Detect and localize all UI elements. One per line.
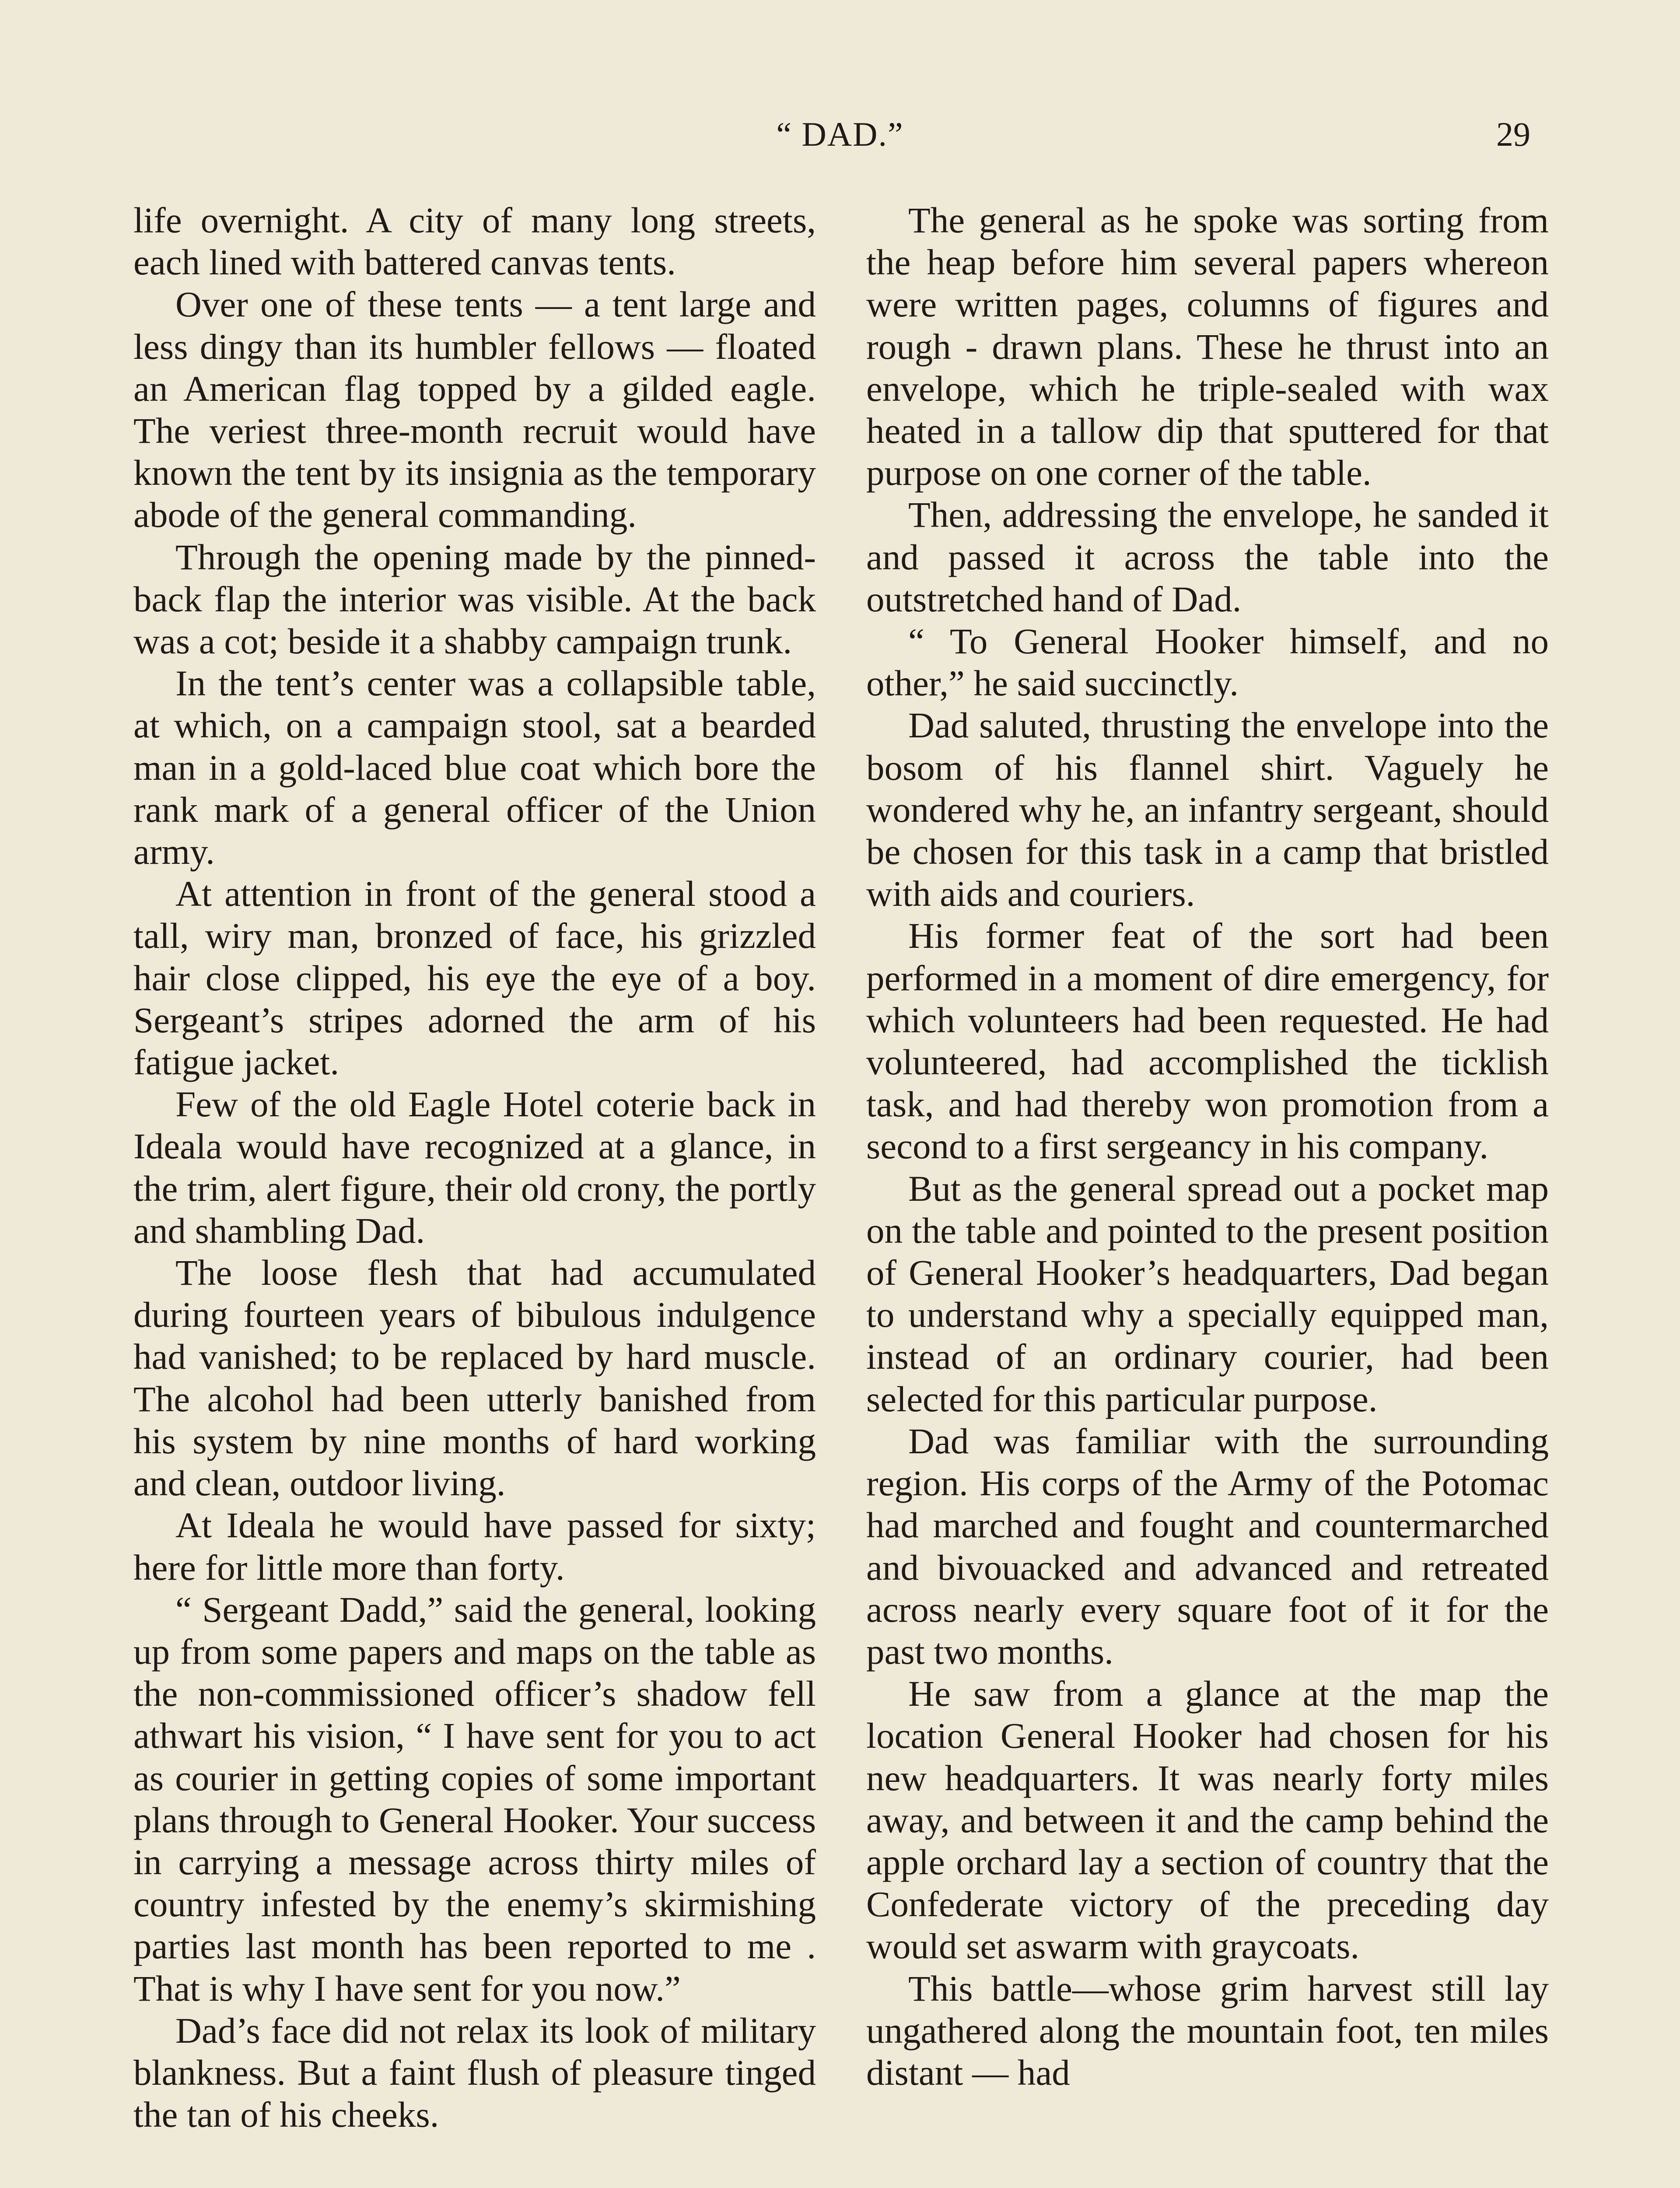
- paragraph: Dad saluted, thrusting the envelope into the bosom of his flannel shirt. Vaguely he wondered why he, an infantry sergeant, should be chosen for this task in a camp that bristled with aids and couriers.: [866, 705, 1549, 914]
- paragraph: His former feat of the sort had been performed in a moment of dire emergency, for which volunteers had been requested. He had volunteered, had accomplished the ticklish task, and had thereby won promotion from a second to a first sergeancy in his company.: [866, 915, 1549, 1167]
- paragraph: Then, addressing the envelope, he sanded it and passed it across the table into the outstretched hand of Dad.: [866, 494, 1549, 619]
- paragraph: “ To General Hooker himself, and no other,” he said succinctly.: [866, 621, 1549, 704]
- paragraph: Over one of these tents — a tent large and less dingy than its humbler fellows — floated an American flag topped by a gilded eagle. The veriest three-month recruit would have known the tent by its insignia as the temporary abode of the general commanding.: [133, 284, 816, 535]
- paragraph: “ Sergeant Dadd,” said the general, looking up from some papers and maps on the table as the non-commissioned officer’s shadow fell athwart his vision, “ I have sent for you to act as courier in getting copies of some important plans through to General Hooker. Your success in carrying a message across thirty miles of country infested by the enemy’s skirmishing parties last month has been reported to me . That is why I have sent for you now.”: [133, 1589, 816, 2009]
- text-column-left: [133, 199, 816, 2135]
- paragraph: Few of the old Eagle Hotel coterie back in Ideala would have recognized at a glance, in the trim, alert figure, their old crony, the portly and shambling Dad.: [133, 1084, 816, 1251]
- paragraph: life overnight. A city of many long streets, each lined with battered canvas tents.: [133, 200, 816, 283]
- paragraph: Dad’s face did not relax its look of military blankness. But a faint flush of pleasure tinged the tan of his cheeks.: [133, 2010, 816, 2135]
- paragraph: At attention in front of the general stood a tall, wiry man, bronzed of face, his grizzled hair close clipped, his eye the eye of a boy. Sergeant’s stripes adorned the arm of his fatigue jacket.: [133, 873, 816, 1083]
- paragraph: The loose flesh that had accumulated during fourteen years of bibulous indulgence had vanished; to be replaced by hard muscle. The alcohol had been utterly banished from his system by nine months of hard working and clean, outdoor living.: [133, 1252, 816, 1504]
- paragraph: This battle—whose grim harvest still lay ungathered along the mountain foot, ten miles distant — had: [866, 1968, 1549, 2093]
- paragraph: Through the opening made by the pinned-back flap the interior was visible. At the back was a cot; beside it a shabby campaign trunk.: [133, 536, 816, 662]
- page-number: 29: [1496, 115, 1530, 153]
- paragraph: Dad was familiar with the surrounding region. His corps of the Army of the Potomac had marched and fought and countermarched and bivouacked and advanced and retreated across nearly every square foot of it for the past two months.: [866, 1420, 1549, 1672]
- text-column-right: [866, 199, 1549, 2093]
- paragraph: At Ideala he would have passed for sixty; here for little more than forty.: [133, 1505, 816, 1588]
- paragraph: He saw from a glance at the map the location General Hooker had chosen for his new headquarters. It was nearly forty miles away, and between it and the camp behind the apple orchard lay a section of country that the Confederate victory of the preceding day would set aswarm with graycoats.: [866, 1673, 1549, 1967]
- running-title: “ DAD.”: [776, 115, 904, 153]
- paragraph: The general as he spoke was sorting from the heap before him several papers whereon were written pages, columns of figures and rough - drawn plans. These he thrust into an envelope, which he triple-sealed with wax heated in a tallow dip that sputtered for that purpose on one corner of the table.: [866, 200, 1549, 493]
- paragraph: But as the general spread out a pocket map on the table and pointed to the present position of General Hooker’s headquarters, Dad began to understand why a specially equipped man, instead of an ordinary courier, had been selected for this particular purpose.: [866, 1168, 1549, 1419]
- paragraph: In the tent’s center was a collapsible table, at which, on a campaign stool, sat a bearded man in a gold-laced blue coat which bore the rank mark of a general officer of the Union army.: [133, 663, 816, 872]
